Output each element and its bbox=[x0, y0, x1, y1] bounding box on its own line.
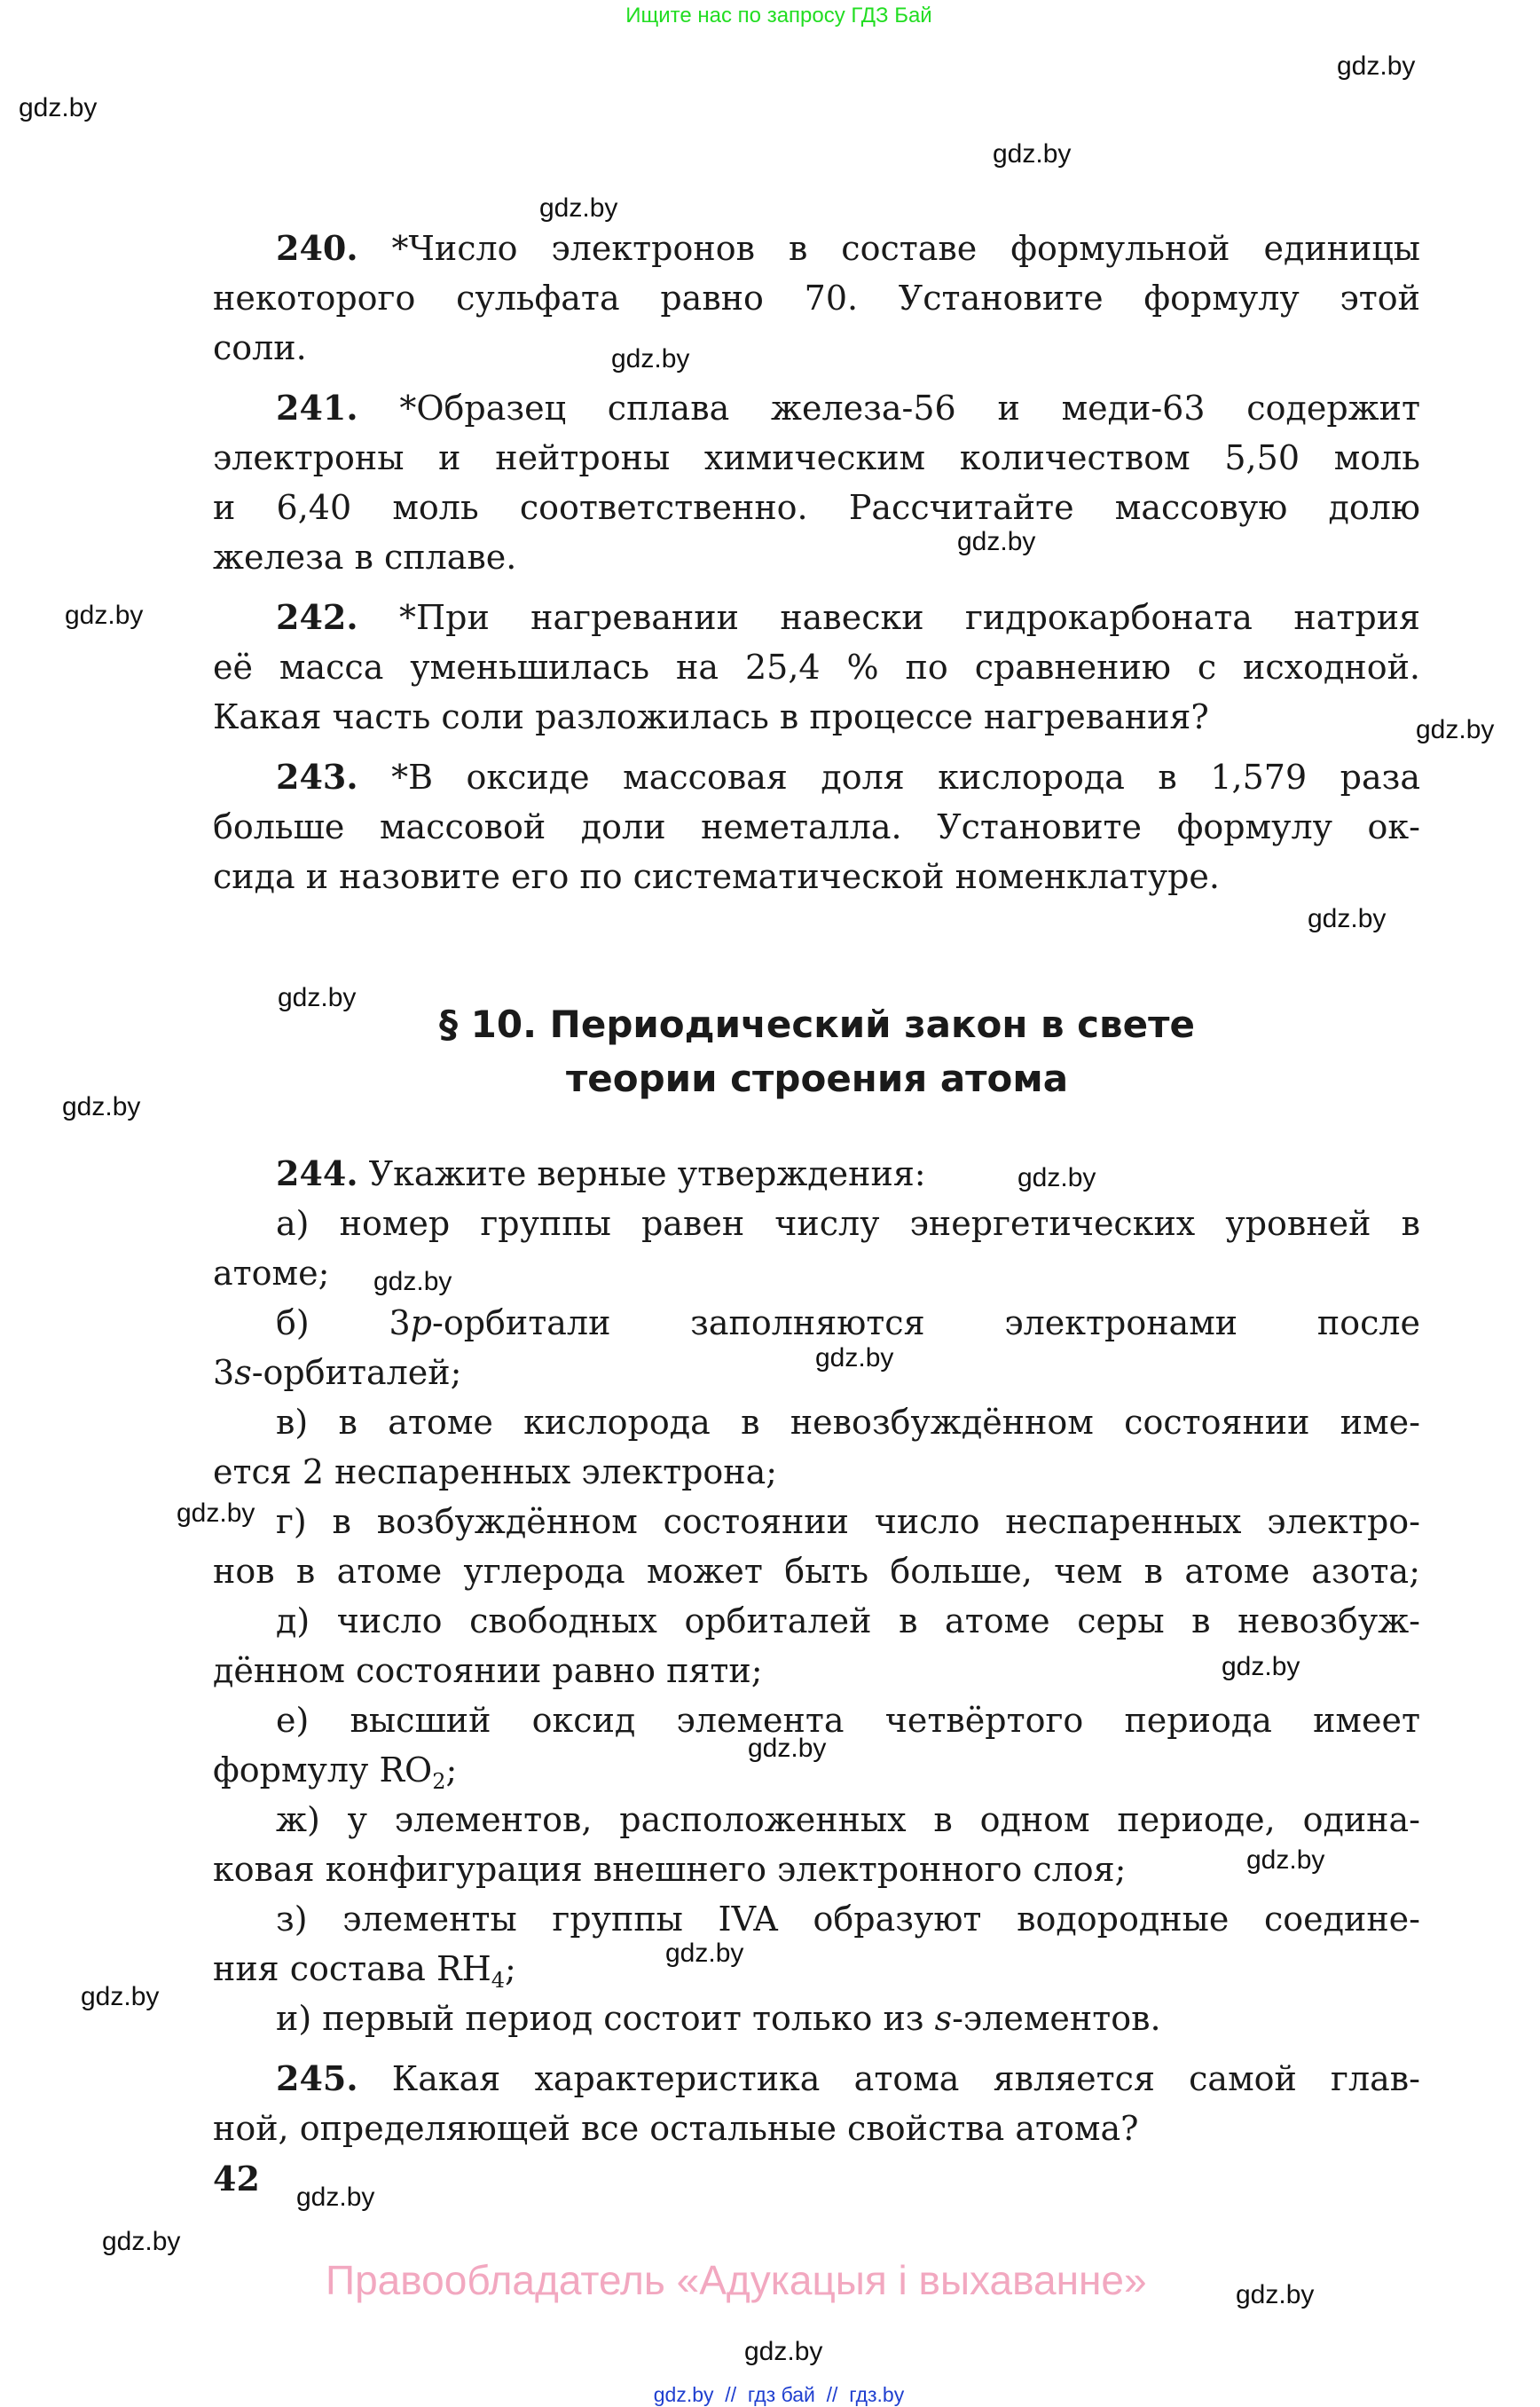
text-line bbox=[213, 2054, 1420, 2104]
text-segment: ; bbox=[445, 1750, 458, 1790]
text-segment: ния состава RH bbox=[213, 1949, 491, 1988]
text-segment: s bbox=[934, 1999, 953, 2038]
text-segment: больше массовой доли неметалла. Установите формулу ок- bbox=[213, 807, 1420, 846]
text-segment: 4 bbox=[491, 1968, 505, 1993]
text-line bbox=[213, 1348, 1420, 1397]
exercise-number: 244. bbox=[276, 1153, 358, 1193]
text-segment: ной, определяющей все остальные свойства атома? bbox=[213, 2109, 1139, 2148]
search-hint-banner: Ищите нас по запросу ГДЗ Бай bbox=[625, 4, 932, 28]
exercise-number: 240. bbox=[276, 228, 358, 268]
text-line bbox=[213, 1845, 1420, 1894]
text-segment: соли. bbox=[213, 328, 307, 367]
text-line bbox=[213, 1994, 1420, 2043]
text-line bbox=[213, 692, 1420, 742]
text-line bbox=[213, 1248, 1420, 1298]
text-line bbox=[213, 1646, 1420, 1695]
text-segment: p bbox=[410, 1303, 432, 1342]
exercise-number: 241. bbox=[276, 388, 358, 428]
text-segment: ется 2 неспаренных электрона; bbox=[213, 1452, 778, 1491]
text-segment: атоме; bbox=[213, 1254, 330, 1293]
text-line bbox=[213, 802, 1420, 852]
watermark: gdz.by bbox=[748, 1734, 827, 1763]
watermark: gdz.by bbox=[1246, 1845, 1325, 1875]
exercise-number: 242. bbox=[276, 597, 358, 637]
text-line bbox=[213, 593, 1420, 642]
watermark: gdz.by bbox=[815, 1343, 894, 1373]
text-line bbox=[213, 483, 1420, 532]
text-segment: её масса уменьшилась на 25,4 % по сравнению с исходной. bbox=[213, 648, 1420, 687]
text-line bbox=[213, 642, 1420, 692]
watermark: gdz.by bbox=[993, 139, 1072, 169]
copyright-notice: Правообладатель «Адукацыя і выхаванне» bbox=[326, 2257, 1147, 2303]
watermark: gdz.by bbox=[102, 2227, 181, 2256]
exercise-number: 245. bbox=[276, 2058, 358, 2098]
exercises-244-245 bbox=[213, 1149, 1420, 2153]
watermark: gdz.by bbox=[296, 2183, 375, 2212]
text-line bbox=[213, 1497, 1420, 1546]
watermark: gdz.by bbox=[539, 193, 618, 223]
watermark: gdz.by bbox=[1337, 51, 1416, 81]
text-segment: -орбиталей; bbox=[251, 1353, 462, 1392]
text-segment: 3 bbox=[213, 1353, 235, 1392]
text-line bbox=[213, 224, 1420, 273]
text-line bbox=[213, 1745, 1420, 1795]
text-segment: е) высший оксид элемента четвёртого периода имеет bbox=[276, 1701, 1420, 1740]
text-segment: и 6,40 моль соответственно. Рассчитайте массовую долю bbox=[213, 488, 1420, 527]
text-segment: в) в атоме кислорода в невозбуждённом состоянии име- bbox=[276, 1403, 1420, 1442]
section-heading-line: § 10. Периодический закон в свете bbox=[439, 1003, 1195, 1046]
watermark: gdz.by bbox=[177, 1498, 255, 1528]
text-line bbox=[213, 2104, 1420, 2153]
text-segment: нов в атоме углерода может быть больше, чем в атоме азота; bbox=[213, 1552, 1420, 1591]
watermark: gdz.by bbox=[957, 527, 1036, 556]
exercise-number: 243. bbox=[276, 757, 358, 797]
watermark: gdz.by bbox=[1222, 1652, 1300, 1681]
text-segment: некоторого сульфата равно 70. Установите формулу этой bbox=[213, 279, 1420, 318]
text-segment: и) первый период состоит только из bbox=[276, 1999, 935, 2038]
watermark: gdz.by bbox=[1308, 904, 1387, 933]
text-line bbox=[213, 1695, 1420, 1745]
exercises-240-243 bbox=[213, 224, 1420, 901]
watermark: gdz.by bbox=[1416, 715, 1495, 744]
text-line bbox=[213, 1447, 1420, 1497]
text-line bbox=[213, 1199, 1420, 1248]
text-segment: электроны и нейтроны химическим количеством 5,50 моль bbox=[213, 438, 1420, 477]
text-line bbox=[213, 1894, 1420, 1944]
text-segment: ж) у элементов, расположенных в одном периоде, одина- bbox=[276, 1800, 1420, 1839]
watermark: gdz.by bbox=[65, 601, 144, 630]
text-line bbox=[213, 383, 1420, 433]
text-line bbox=[213, 323, 1420, 373]
text-segment: г) в возбуждённом состоянии число неспаренных электро- bbox=[276, 1502, 1420, 1541]
text-segment: железа в сплаве. bbox=[213, 538, 517, 577]
text-segment: ковая конфигурация внешнего электронного слоя; bbox=[213, 1850, 1127, 1889]
text-line bbox=[213, 532, 1420, 582]
watermark: gdz.by bbox=[611, 344, 690, 374]
text-line bbox=[213, 433, 1420, 483]
text-segment: -элементов. bbox=[952, 1999, 1161, 2038]
text-segment: б) 3 bbox=[276, 1303, 411, 1342]
text-segment: дённом состоянии равно пяти; bbox=[213, 1651, 763, 1690]
text-segment: *При нагревании навески гидрокарбоната натрия bbox=[358, 598, 1420, 637]
section-heading bbox=[0, 997, 1540, 1105]
text-line bbox=[213, 1546, 1420, 1596]
text-line bbox=[213, 1397, 1420, 1447]
text-segment: -орбитали заполняются электронами после bbox=[432, 1303, 1420, 1342]
footer-links[interactable]: gdz.by // гдз бай // гдз.by bbox=[653, 2383, 905, 2406]
page-number: 42 bbox=[213, 2159, 260, 2199]
text-segment: а) номер группы равен числу энергетических уровней в bbox=[276, 1204, 1420, 1243]
text-segment: д) число свободных орбиталей в атоме серы в невозбуж- bbox=[276, 1601, 1420, 1640]
text-line bbox=[213, 1298, 1420, 1348]
watermark: gdz.by bbox=[373, 1267, 452, 1296]
watermark: gdz.by bbox=[62, 1092, 141, 1121]
text-line bbox=[213, 1795, 1420, 1845]
section-heading-line: теории строения атома bbox=[565, 1057, 1069, 1100]
text-line bbox=[213, 273, 1420, 323]
text-segment: *Число электронов в составе формульной единицы bbox=[358, 229, 1420, 268]
text-segment: Укажите верные утверждения: bbox=[358, 1154, 926, 1193]
text-line bbox=[213, 1944, 1420, 1994]
text-segment: 2 bbox=[432, 1769, 446, 1794]
text-line bbox=[213, 1596, 1420, 1646]
watermark: gdz.by bbox=[278, 983, 357, 1012]
watermark: gdz.by bbox=[1018, 1163, 1096, 1192]
text-segment: сида и назовите его по систематической номенклатуре. bbox=[213, 857, 1220, 896]
text-segment: s bbox=[234, 1353, 252, 1392]
watermark: gdz.by bbox=[81, 1982, 160, 2011]
text-segment: з) элементы группы IVA образуют водородные соедине- bbox=[276, 1900, 1420, 1939]
text-segment: Какая характеристика атома является самой глав- bbox=[358, 2059, 1420, 2098]
watermark: gdz.by bbox=[744, 2337, 823, 2366]
text-segment: формулу RO bbox=[213, 1750, 433, 1790]
text-segment: ; bbox=[505, 1949, 516, 1988]
text-line bbox=[213, 1149, 1420, 1199]
watermark: gdz.by bbox=[665, 1939, 744, 1968]
watermark: gdz.by bbox=[1236, 2280, 1315, 2309]
text-segment: *В оксиде массовая доля кислорода в 1,579 раза bbox=[358, 758, 1420, 797]
text-line bbox=[213, 852, 1420, 901]
text-line bbox=[213, 752, 1420, 802]
watermark: gdz.by bbox=[19, 93, 98, 122]
text-segment: *Образец сплава железа-56 и меди-63 содержит bbox=[358, 389, 1420, 428]
text-segment: Какая часть соли разложилась в процессе нагревания? bbox=[213, 697, 1209, 736]
